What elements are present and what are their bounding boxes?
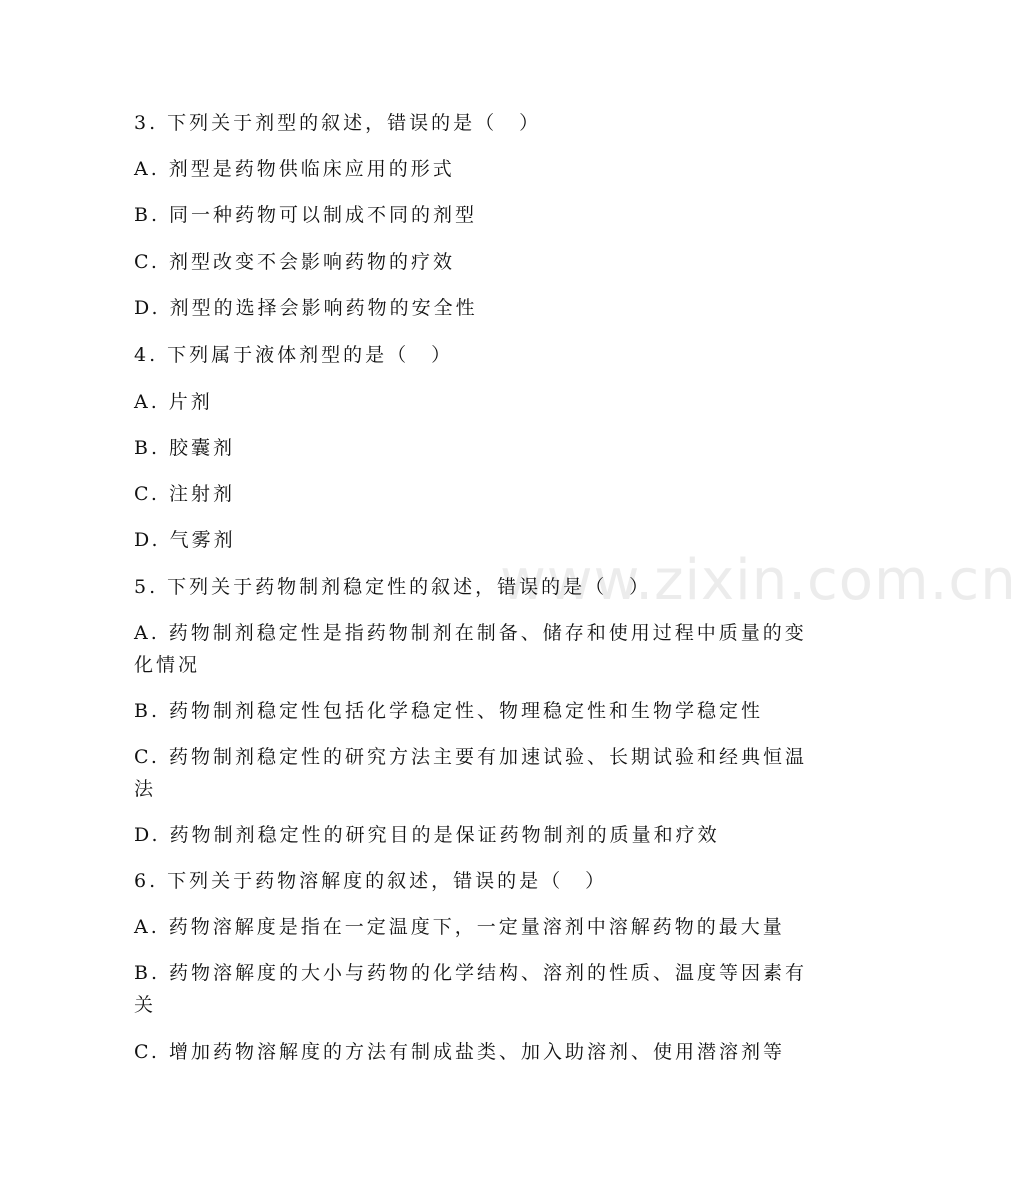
option-6b-line2: 关 — [134, 994, 157, 1016]
option-4b: B. 胶囊剂 — [134, 437, 236, 459]
option-5b: B. 药物制剂稳定性包括化学稳定性、物理稳定性和生物学稳定性 — [134, 700, 764, 722]
option-3a: A. 剂型是药物供临床应用的形式 — [134, 158, 455, 180]
option-5a-line2: 化情况 — [134, 654, 201, 676]
question-3: 3. 下列关于剂型的叙述，错误的是（ ） — [134, 112, 542, 134]
option-5d: D. 药物制剂稳定性的研究目的是保证药物制剂的质量和疗效 — [134, 824, 720, 846]
option-5c-line1: C. 药物制剂稳定性的研究方法主要有加速试验、长期试验和经典恒温 — [134, 746, 807, 768]
option-5c-line2: 法 — [134, 778, 157, 800]
question-6: 6. 下列关于药物溶解度的叙述，错误的是（ ） — [134, 870, 608, 892]
option-5a-line1: A. 药物制剂稳定性是指药物制剂在制备、储存和使用过程中质量的变 — [134, 622, 807, 644]
option-6b-line1: B. 药物溶解度的大小与药物的化学结构、溶剂的性质、温度等因素有 — [134, 962, 808, 984]
option-4c: C. 注射剂 — [134, 483, 235, 505]
option-3d: D. 剂型的选择会影响药物的安全性 — [134, 297, 478, 319]
option-4d: D. 气雾剂 — [134, 529, 236, 551]
option-6c: C. 增加药物溶解度的方法有制成盐类、加入助溶剂、使用潜溶剂等 — [134, 1041, 785, 1063]
question-5: 5. 下列关于药物制剂稳定性的叙述，错误的是（ ） — [134, 576, 652, 598]
question-4: 4. 下列属于液体剂型的是（ ） — [134, 344, 454, 366]
watermark: www.zixin.com.cn — [500, 548, 1017, 613]
option-6a: A. 药物溶解度是指在一定温度下，一定量溶剂中溶解药物的最大量 — [134, 916, 785, 938]
option-3c: C. 剂型改变不会影响药物的疗效 — [134, 251, 455, 273]
option-3b: B. 同一种药物可以制成不同的剂型 — [134, 204, 478, 226]
option-4a: A. 片剂 — [134, 391, 213, 413]
